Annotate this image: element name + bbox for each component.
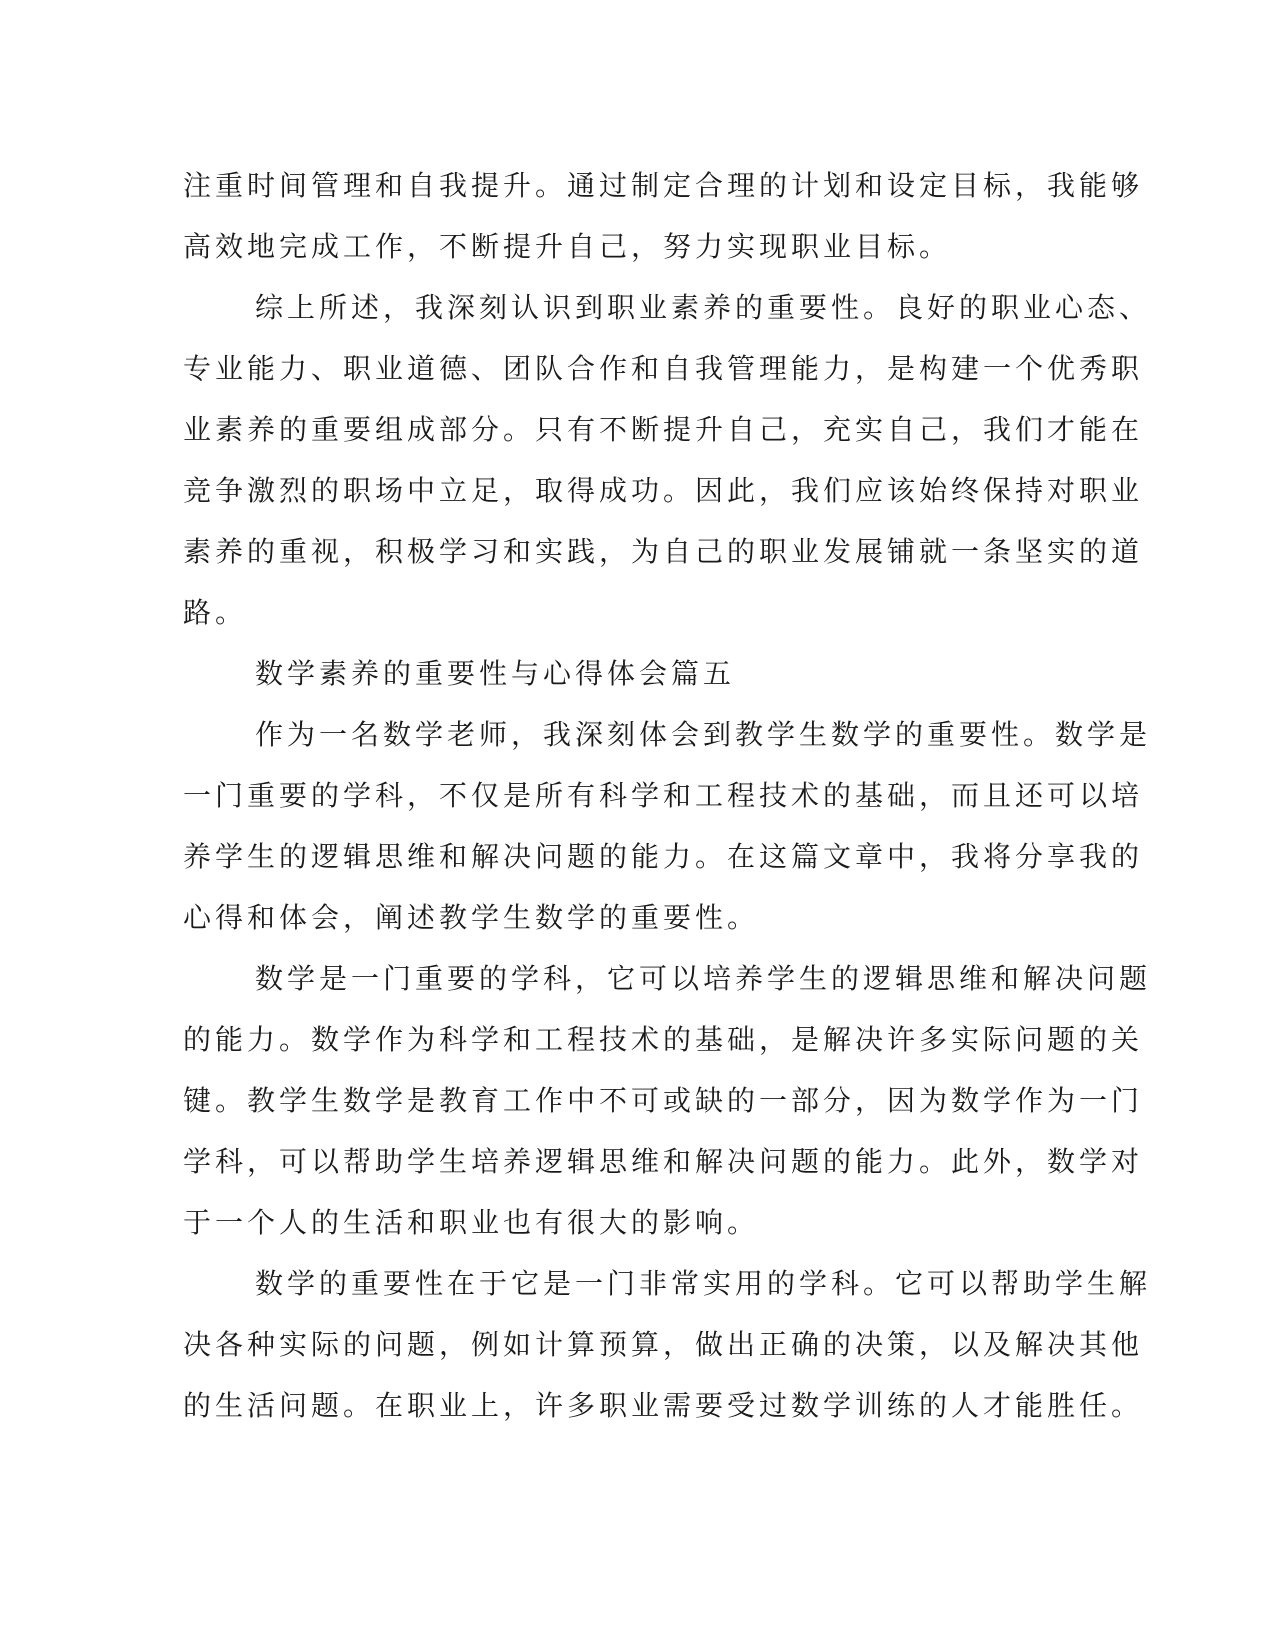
text-line: 一门重要的学科，不仅是所有科学和工程技术的基础，而且还可以培 <box>183 779 1144 812</box>
document-body <box>183 155 1152 1436</box>
text-line: 作为一名数学老师，我深刻体会到教学生数学的重要性。数学是 <box>255 718 1152 751</box>
text-line: 专业能力、职业道德、团队合作和自我管理能力，是构建一个优秀职 <box>183 352 1144 385</box>
text-line: 业素养的重要组成部分。只有不断提升自己，充实自己，我们才能在 <box>183 413 1144 446</box>
text-line: 键。教学生数学是教育工作中不可或缺的一部分，因为数学作为一门 <box>183 1084 1144 1117</box>
text-line: 注重时间管理和自我提升。通过制定合理的计划和设定目标，我能够 <box>183 169 1144 202</box>
text-line: 路。 <box>183 596 248 629</box>
text-line: 竞争激烈的职场中立足，取得成功。因此，我们应该始终保持对职业 <box>183 474 1144 507</box>
text-line: 于一个人的生活和职业也有很大的影响。 <box>183 1206 760 1239</box>
section-heading: 数学素养的重要性与心得体会篇五 <box>255 657 736 690</box>
text-line: 素养的重视，积极学习和实践，为自己的职业发展铺就一条坚实的道 <box>183 535 1144 568</box>
text-line: 养学生的逻辑思维和解决问题的能力。在这篇文章中，我将分享我的 <box>183 840 1144 873</box>
text-line: 决各种实际的问题，例如计算预算，做出正确的决策，以及解决其他 <box>183 1328 1144 1361</box>
text-line: 高效地完成工作，不断提升自己，努力实现职业目标。 <box>183 230 952 263</box>
text-line: 数学的重要性在于它是一门非常实用的学科。它可以帮助学生解 <box>255 1267 1152 1300</box>
text-line: 的能力。数学作为科学和工程技术的基础，是解决许多实际问题的关 <box>183 1023 1144 1056</box>
text-line: 数学是一门重要的学科，它可以培养学生的逻辑思维和解决问题 <box>255 962 1152 995</box>
text-line: 学科，可以帮助学生培养逻辑思维和解决问题的能力。此外，数学对 <box>183 1145 1144 1178</box>
text-line: 综上所述，我深刻认识到职业素养的重要性。良好的职业心态、 <box>255 291 1152 324</box>
text-line: 心得和体会，阐述教学生数学的重要性。 <box>183 901 760 934</box>
text-line: 的生活问题。在职业上，许多职业需要受过数学训练的人才能胜任。 <box>183 1389 1144 1422</box>
